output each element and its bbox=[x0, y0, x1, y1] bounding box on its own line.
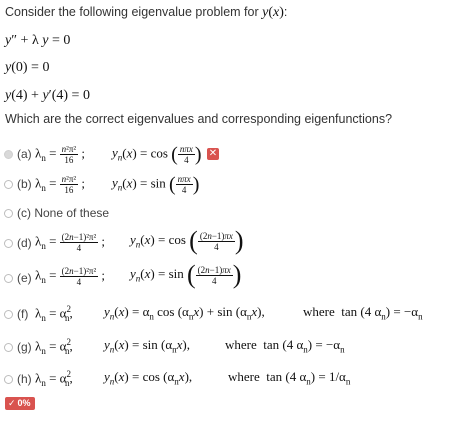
eigenvalue-a: $\lambda_n$ = $\frac{\text{n²π²}}{16}$ ; bbox=[35, 144, 85, 165]
eigenfunction-b: $y_n(x) = \sin$ ( $\frac{\text{nπx}}{4}$ ) bbox=[112, 173, 200, 196]
radio-a[interactable] bbox=[4, 150, 13, 159]
option-label: (g) bbox=[17, 340, 32, 354]
eigenfunction-h: $y_n(x) = \cos (\alpha_nx)$, bbox=[104, 369, 193, 387]
option-d[interactable] bbox=[0, 226, 474, 255]
eigenvalue-h: $\lambda_n = \alpha^2_n$, bbox=[35, 369, 73, 388]
eigenvalue-d: $\lambda_n$ = $\frac{\text{(2n−1)²π²}}{4}$ ; bbox=[35, 232, 106, 253]
eigenfunction-e: $y_n(x) = \sin$ ( $\frac{(2n-1)\pi x}{4}$ ) bbox=[130, 260, 242, 289]
eigenfunction-d: $y_n(x) = \cos$ ( $\frac{(2n-1)\pi x}{4}$ ) bbox=[130, 226, 244, 255]
radio-g[interactable] bbox=[4, 343, 13, 352]
radio-c[interactable] bbox=[4, 209, 13, 218]
option-b[interactable] bbox=[0, 172, 474, 194]
condition-f: where tan (4 $\alpha_n) = -\alpha_n$ bbox=[303, 304, 423, 322]
option-label: (d) bbox=[17, 236, 32, 250]
radio-h[interactable] bbox=[4, 375, 13, 384]
check-icon: ✓ bbox=[8, 399, 16, 409]
score-text: 0% bbox=[17, 398, 31, 408]
eigenfunction-g: $y_n(x) = \sin (\alpha_nx)$, bbox=[104, 337, 191, 355]
option-h[interactable] bbox=[0, 367, 474, 389]
equation-bc-left: y(0) = 0 bbox=[5, 60, 50, 75]
option-label: (e) bbox=[17, 271, 32, 285]
option-a[interactable] bbox=[0, 142, 474, 164]
eigenfunction-a: $y_n(x) = \cos$ ( $\frac{\text{nπx}}{4}$ ) bbox=[112, 143, 202, 166]
eigenvalue-e: $\lambda_n$ = $\frac{\text{(2n−1)²π²}}{4}$ ; bbox=[35, 266, 106, 287]
score-badge bbox=[5, 397, 35, 410]
radio-e[interactable] bbox=[4, 274, 13, 283]
eigenvalue-b: $\lambda_n$ = $\frac{\text{n²π²}}{16}$ ; bbox=[35, 174, 85, 195]
option-label: (h) bbox=[17, 372, 32, 386]
radio-b[interactable] bbox=[4, 180, 13, 189]
eigenvalue-f: $\lambda_n = \alpha^2_n$, bbox=[35, 304, 73, 323]
question-prompt: Which are the correct eigenvalues and corresponding eigenfunctions? bbox=[5, 112, 393, 126]
option-g[interactable] bbox=[0, 335, 474, 357]
condition-h: where tan (4 $\alpha_n) = 1/\alpha_n$ bbox=[228, 369, 351, 387]
equation-ode: y″ + λ y = 0 bbox=[5, 33, 71, 48]
option-c[interactable] bbox=[0, 203, 474, 225]
option-label: (b) bbox=[17, 177, 32, 191]
equation-bc-right: y(4) + y′(4) = 0 bbox=[5, 88, 90, 103]
radio-d[interactable] bbox=[4, 239, 13, 248]
option-label: (f) bbox=[17, 307, 29, 321]
incorrect-icon: ✕ bbox=[208, 148, 218, 159]
radio-f[interactable] bbox=[4, 310, 13, 319]
option-label: (a) bbox=[17, 147, 32, 161]
option-label: (c) None of these bbox=[17, 206, 110, 220]
question-intro: Consider the following eigenvalue problem for y(x): bbox=[5, 5, 288, 20]
condition-g: where tan (4 $\alpha_n) = -\alpha_n$ bbox=[225, 337, 345, 355]
option-f[interactable] bbox=[0, 302, 474, 324]
eigenfunction-f: $y_n(x) = \alpha_n$ $\cos (\alpha_nx) + \sin (\alpha_nx)$, bbox=[104, 304, 265, 322]
option-e[interactable] bbox=[0, 260, 474, 289]
eigenvalue-g: $\lambda_n = \alpha^2_n$, bbox=[35, 337, 73, 356]
